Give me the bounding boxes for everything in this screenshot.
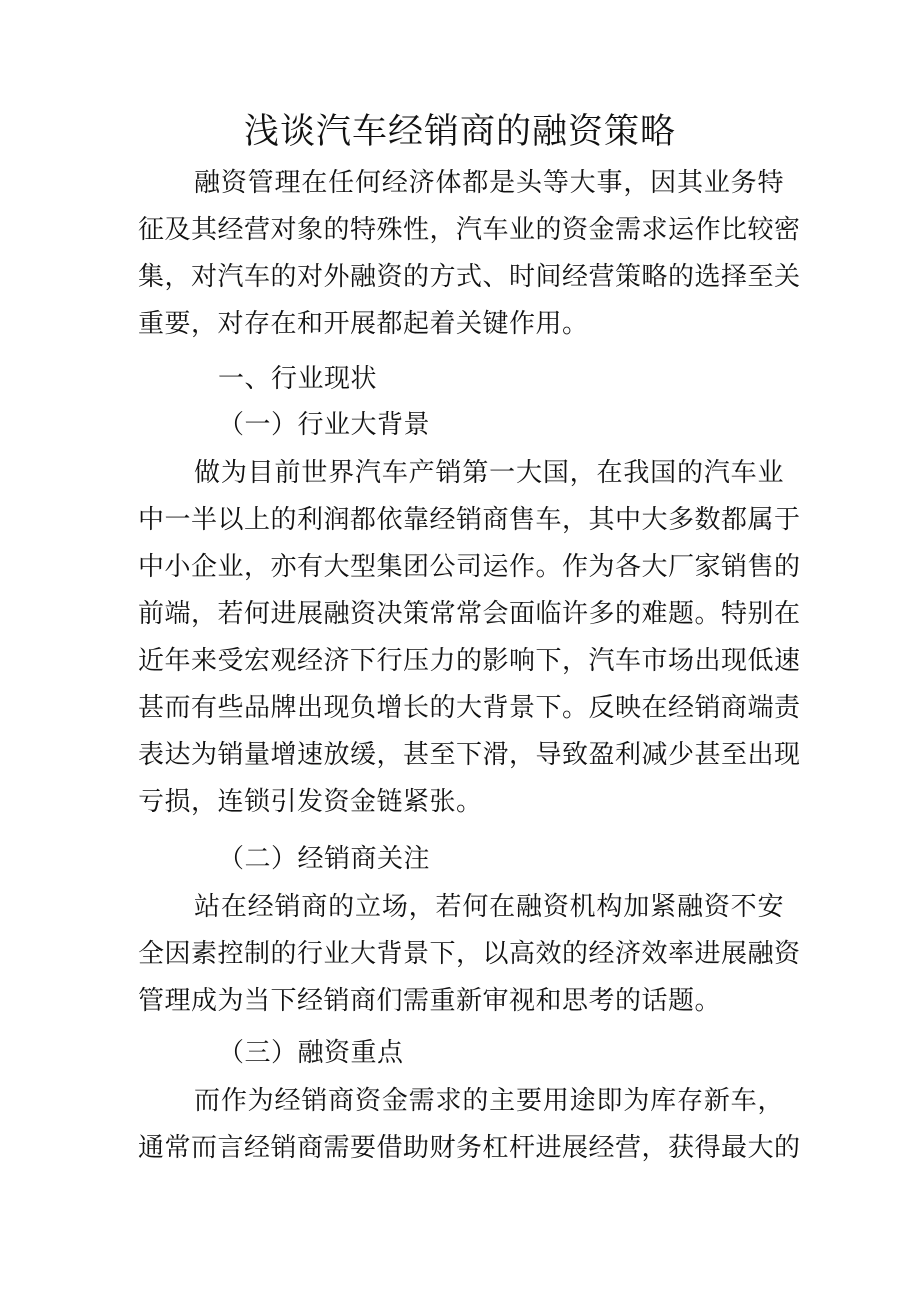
paragraph-line: 全因素控制的行业大背景下，以高效的经济效率进展融资 bbox=[138, 939, 801, 969]
paragraph-line: 通常而言经销商需要借助财务杠杆进展经营，获得最大的 bbox=[138, 1133, 801, 1163]
paragraph-line: 甚而有些品牌出现负增长的大背景下。反映在经销商端责 bbox=[138, 693, 801, 723]
paragraph-line: 前端，若何进展融资决策常常会面临许多的难题。特别在 bbox=[138, 599, 801, 629]
paragraph-line: 重要，对存在和开展都起着关键作用。 bbox=[138, 309, 589, 339]
paragraph-line: 做为目前世界汽车产销第一大国，在我国的汽车业 bbox=[194, 458, 784, 488]
paragraph-line: 而作为经销商资金需求的主要用途即为库存新车， bbox=[194, 1086, 784, 1116]
paragraph-line: 融资管理在任何经济体都是头等大事，因其业务特 bbox=[194, 168, 784, 198]
background-paragraph bbox=[138, 450, 801, 826]
subsection-heading-dealer-focus: （二）经销商关注 bbox=[218, 844, 431, 874]
paragraph-line: 亏损，连锁引发资金链紧张。 bbox=[138, 787, 483, 817]
paragraph-line: 征及其经营对象的特殊性，汽车业的资金需求运作比较密 bbox=[138, 215, 801, 245]
paragraph-line: 中小企业，亦有大型集团公司运作。作为各大厂家销售的 bbox=[138, 552, 801, 582]
dealer-focus-paragraph bbox=[138, 884, 801, 1025]
paragraph-line: 集，对汽车的对外融资的方式、时间经营策略的选择至关 bbox=[138, 262, 801, 292]
financing-focus-paragraph bbox=[138, 1078, 801, 1172]
paragraph-line: 站在经销商的立场，若何在融资机构加紧融资不安 bbox=[194, 892, 784, 922]
subsection-heading-financing-focus: （三）融资重点 bbox=[218, 1038, 404, 1068]
section-heading-industry-status: 一、行业现状 bbox=[218, 364, 378, 394]
subsection-heading-background: （一）行业大背景 bbox=[218, 410, 431, 440]
paragraph-line: 表达为销量增速放缓，甚至下滑，导致盈利减少甚至出现 bbox=[138, 740, 801, 770]
paragraph-line: 中一半以上的利润都依靠经销商售车，其中大多数都属于 bbox=[138, 505, 801, 535]
paragraph-line: 管理成为当下经销商们需重新审视和思考的话题。 bbox=[138, 986, 722, 1016]
intro-paragraph bbox=[138, 160, 801, 348]
paragraph-line: 近年来受宏观经济下行压力的影响下，汽车市场出现低速 bbox=[138, 646, 801, 676]
document-title: 浅谈汽车经销商的融资策略 bbox=[243, 112, 676, 152]
